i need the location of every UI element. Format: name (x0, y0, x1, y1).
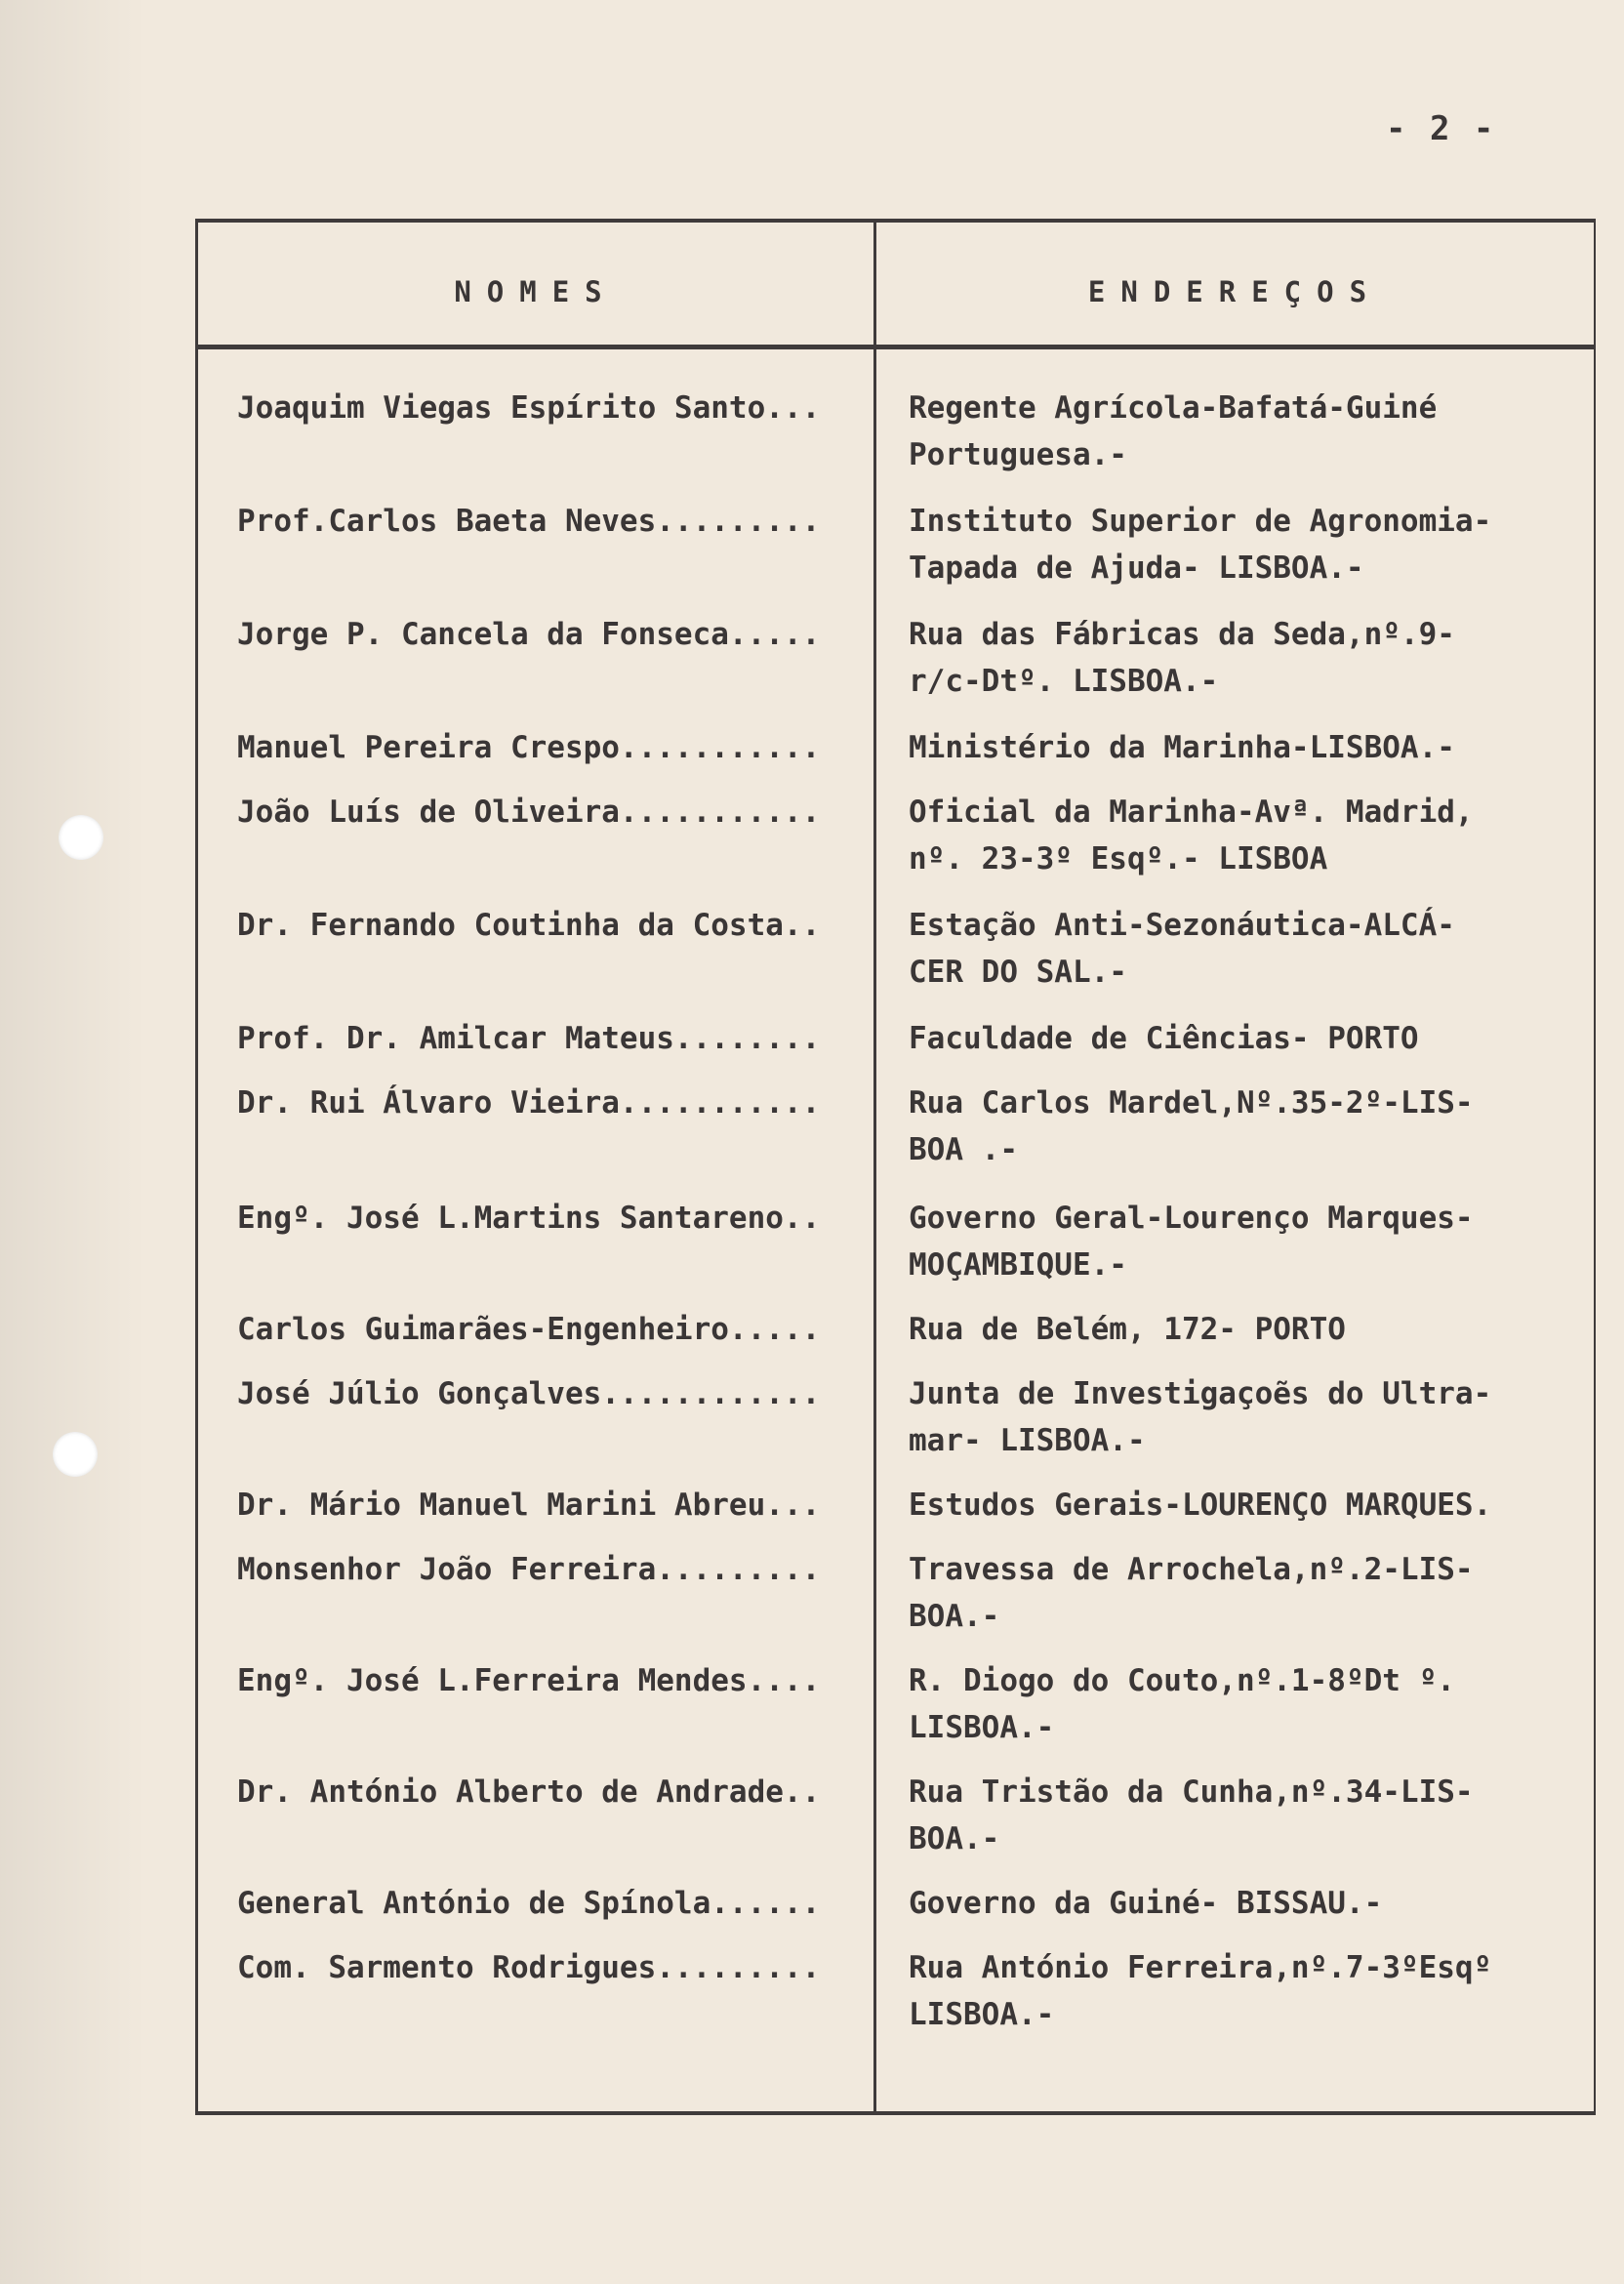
header-rule (198, 345, 1594, 349)
entry-address: Junta de Investigaçoẽs do Ultra- mar- LISBOA.- (909, 1376, 1492, 1458)
entry-address: Rua António Ferreira,nº.7-3ºEsqº LISBOA.- (909, 1950, 1492, 2032)
entry-name: Dr. Mário Manuel Marini Abreu... (237, 1488, 821, 1523)
entry-address: Governo Geral-Lourenço Marques- MOÇAMBIQUE.- (909, 1201, 1474, 1283)
paper-edge-shadow (0, 0, 146, 2284)
entry-name: Prof. Dr. Amilcar Mateus........ (237, 1021, 821, 1056)
entry-name: Manuel Pereira Crespo........... (237, 730, 821, 765)
entry-address: Instituto Superior de Agronomia- Tapada de Ajuda- LISBOA.- (909, 504, 1492, 586)
header-addresses: ENDEREÇOS (1087, 275, 1383, 308)
entry-address: Ministério da Marinha-LISBOA.- (909, 730, 1455, 765)
punch-hole (59, 815, 103, 860)
entry-address: Regente Agrícola-Bafatá-Guiné Portuguesa.- (909, 390, 1438, 472)
entry-address: Travessa de Arrochela,nº.2-LIS- BOA.- (909, 1552, 1474, 1634)
address-table (195, 219, 1596, 2115)
column-divider (873, 223, 876, 2111)
entry-address: Rua Tristão da Cunha,nº.34-LIS- BOA.- (909, 1774, 1474, 1856)
entry-name: Carlos Guimarães-Engenheiro..... (237, 1312, 821, 1347)
entry-address: Governo da Guiné- BISSAU.- (909, 1886, 1383, 1921)
entry-address: Estação Anti-Sezonáutica-ALCÁ- CER DO SAL.- (909, 908, 1455, 990)
entry-name: Dr. António Alberto de Andrade.. (237, 1774, 821, 1810)
entry-address: Rua Carlos Mardel,Nº.35-2º-LIS- BOA .- (909, 1085, 1474, 1167)
page-number: - 2 - (1386, 109, 1496, 148)
entry-name: Prof.Carlos Baeta Neves......... (237, 504, 821, 539)
entry-name: João Luís de Oliveira........... (237, 795, 821, 830)
entry-name: Com. Sarmento Rodrigues......... (237, 1950, 821, 1985)
entry-name: Engº. José L.Ferreira Mendes.... (237, 1663, 821, 1698)
entry-name: General António de Spínola...... (237, 1886, 821, 1921)
entry-name: Dr. Fernando Coutinha da Costa.. (237, 908, 821, 943)
entry-name: Dr. Rui Álvaro Vieira........... (237, 1085, 821, 1121)
entry-name: Monsenhor João Ferreira......... (237, 1552, 821, 1587)
entry-name: Jorge P. Cancela da Fonseca..... (237, 617, 821, 652)
entry-name: Engº. José L.Martins Santareno.. (237, 1201, 821, 1236)
entry-address: Rua de Belém, 172- PORTO (909, 1312, 1346, 1347)
entry-address: R. Diogo do Couto,nº.1-8ºDt º. LISBOA.- (909, 1663, 1455, 1745)
entry-address: Oficial da Marinha-Avª. Madrid, nº. 23-3º Esqº.- LISBOA (909, 795, 1474, 877)
entry-name: Joaquim Viegas Espírito Santo... (237, 390, 821, 426)
header-names: NOMES (454, 275, 618, 308)
entry-address: Rua das Fábricas da Seda,nº.9- r/c-Dtº. LISBOA.- (909, 617, 1455, 699)
entry-address: Faculdade de Ciências- PORTO (909, 1021, 1419, 1056)
entry-name: José Júlio Gonçalves............ (237, 1376, 821, 1411)
punch-hole (53, 1432, 98, 1477)
entry-address: Estudos Gerais-LOURENÇO MARQUES. (909, 1488, 1492, 1523)
